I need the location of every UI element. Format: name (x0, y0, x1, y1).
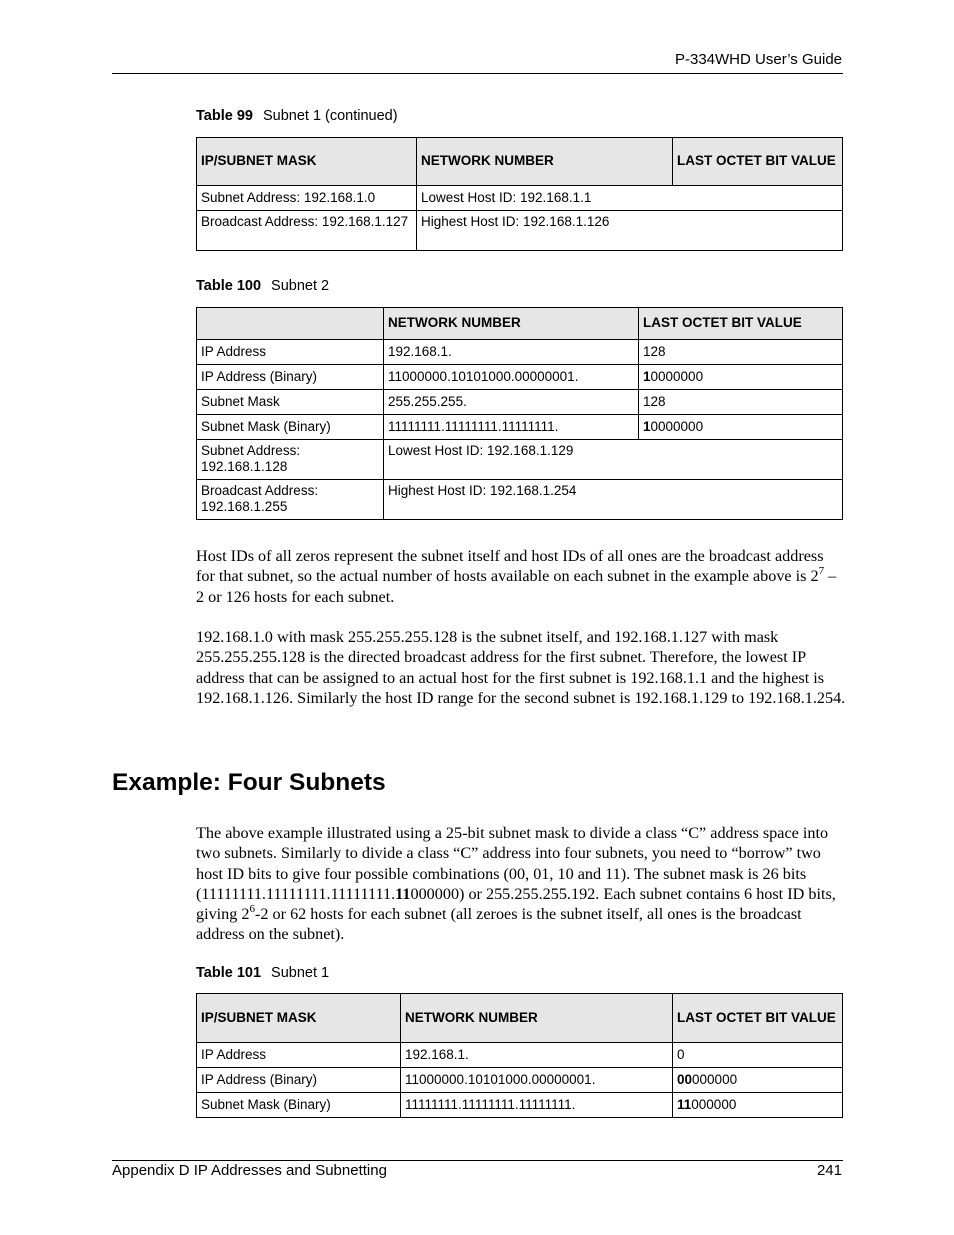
exponent: 7 (818, 564, 825, 577)
table-cell: Subnet Mask (197, 390, 384, 415)
paragraph-host-ids (196, 546, 846, 607)
table-cell: IP Address (Binary) (197, 1068, 401, 1093)
table-101-caption (196, 965, 329, 981)
table-101 (196, 993, 843, 1118)
column-header: NETWORK NUMBER (384, 308, 639, 340)
table-cell: 192.168.1. (401, 1043, 673, 1068)
remaining-bits: 0000000 (650, 368, 704, 384)
table-cell: Broadcast Address: 192.168.1.255 (197, 480, 384, 520)
table-row (197, 211, 843, 251)
remaining-bits: 0000000 (650, 418, 704, 434)
column-header (197, 308, 384, 340)
table-cell: Broadcast Address: 192.168.1.127 (197, 211, 417, 251)
table-cell (673, 1068, 843, 1093)
column-header: NETWORK NUMBER (417, 138, 673, 186)
table-cell (639, 365, 843, 390)
table-cell: 128 (639, 340, 843, 365)
table-row (197, 440, 843, 480)
table-header-row (197, 994, 843, 1043)
paragraph-subnet-ranges: 192.168.1.0 with mask 255.255.255.128 is the subnet itself, and 192.168.1.127 with mask 255.255.255.128 is the directed broadcast address for the first subnet. Therefore, the lowest IP address that can be assigned to an actual host for the first subnet is 192.168.1.1 and the highest is 192.168.1.126. Similarly the host ID range for the second subnet is 192.168.1.129 to 192.168.1.254. (196, 628, 846, 707)
page-number: 241 (816, 1162, 842, 1179)
table-99-title: Subnet 1 (continued) (262, 108, 398, 124)
table-cell: IP Address (197, 340, 384, 365)
column-header: NETWORK NUMBER (401, 994, 673, 1043)
bold-bits: 1 (643, 418, 651, 434)
table-cell: Highest Host ID: 192.168.1.126 (417, 211, 843, 251)
table-row (197, 340, 843, 365)
footer-section-title: Appendix D IP Addresses and Subnetting (112, 1162, 387, 1179)
table-cell: Highest Host ID: 192.168.1.254 (384, 480, 843, 520)
paragraph-four-subnets (196, 823, 846, 945)
column-header: IP/SUBNET MASK (197, 994, 401, 1043)
table-header-row (197, 308, 843, 340)
header-rule (112, 73, 843, 74)
table-cell: 255.255.255. (384, 390, 639, 415)
table-header-row (197, 138, 843, 186)
paragraph-text: Host IDs of all zeros represent the subnet itself and host IDs of all ones are the broadcast address for that subnet, so the actual number of hosts available on each subnet in the example above is 2 (196, 547, 824, 586)
column-header: LAST OCTET BIT VALUE (673, 994, 843, 1043)
table-100-title: Subnet 2 (271, 278, 330, 294)
table-99 (196, 137, 843, 251)
column-header: IP/SUBNET MASK (197, 138, 417, 186)
table-100-label: Table 100 (196, 278, 262, 294)
table-cell: 192.168.1. (384, 340, 639, 365)
table-cell: 128 (639, 390, 843, 415)
table-cell: IP Address (Binary) (197, 365, 384, 390)
paragraph-text: -2 or 62 hosts for each subnet (all zeroes is the subnet itself, all ones is the broadcast address on the subnet). (196, 905, 802, 944)
table-row (197, 1068, 843, 1093)
table-row (197, 186, 843, 211)
exponent: 6 (249, 902, 256, 915)
table-cell: 0 (673, 1043, 843, 1068)
table-cell: Subnet Mask (Binary) (197, 415, 384, 440)
bold-bits: 11 (395, 884, 411, 903)
paragraph-text: – 2 or 126 hosts for each subnet. (196, 567, 837, 606)
table-cell: 11000000.10101000.00000001. (384, 365, 639, 390)
remaining-bits: 000000 (691, 1096, 737, 1112)
section-heading: Example: Four Subnets (112, 769, 386, 796)
footer-rule (112, 1160, 843, 1161)
table-cell: Subnet Address: 192.168.1.128 (197, 440, 384, 480)
table-cell: Lowest Host ID: 192.168.1.1 (417, 186, 843, 211)
table-cell: IP Address (197, 1043, 401, 1068)
table-row (197, 1043, 843, 1068)
paragraph-text: 000000) or 255.255.255.192. Each subnet contains 6 host ID bits, giving 2 (196, 884, 836, 924)
bold-bits: 11 (677, 1096, 692, 1112)
table-row (197, 390, 843, 415)
table-cell: Lowest Host ID: 192.168.1.129 (384, 440, 843, 480)
table-99-label: Table 99 (196, 108, 253, 124)
page-header-title: P-334WHD User’s Guide (675, 51, 842, 68)
table-cell (673, 1093, 843, 1118)
bold-bits: 1 (643, 368, 651, 384)
table-100 (196, 307, 843, 520)
paragraph-text: The above example illustrated using a 25-bit subnet mask to divide a class “C” address space into two subnets. Similarly to divide a class “C” address into four subnets, you need to “borrow” two host ID bits to give four possible combinations (00, 01, 10 and 11). The subnet mask is 26 bits (11111111.11111111.11111111. (196, 824, 829, 903)
table-99-caption (196, 108, 398, 124)
table-cell: 11111111.11111111.11111111. (384, 415, 639, 440)
table-101-title: Subnet 1 (271, 965, 330, 981)
table-row (197, 1093, 843, 1118)
table-cell: Subnet Address: 192.168.1.0 (197, 186, 417, 211)
table-row (197, 415, 843, 440)
column-header: LAST OCTET BIT VALUE (673, 138, 843, 186)
table-row (197, 365, 843, 390)
table-cell: 11111111.11111111.11111111. (401, 1093, 673, 1118)
table-cell: 11000000.10101000.00000001. (401, 1068, 673, 1093)
table-101-label: Table 101 (196, 965, 262, 981)
table-cell: Subnet Mask (Binary) (197, 1093, 401, 1118)
bold-bits: 00 (677, 1071, 693, 1087)
column-header: LAST OCTET BIT VALUE (639, 308, 843, 340)
remaining-bits: 000000 (692, 1071, 738, 1087)
table-cell (639, 415, 843, 440)
table-row (197, 480, 843, 520)
table-100-caption (196, 278, 329, 294)
